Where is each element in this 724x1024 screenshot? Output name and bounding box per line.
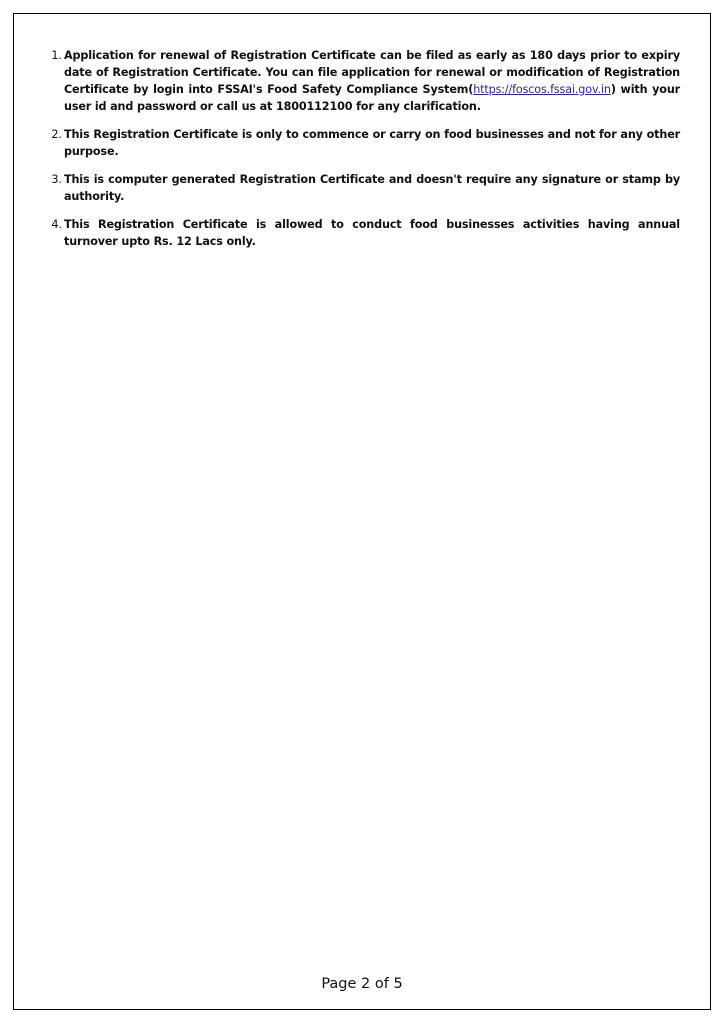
condition-number: 3.	[51, 173, 62, 186]
condition-text: This is computer generated Registration Certificate and doesn't require any signature or stamp by authority.	[64, 173, 680, 203]
conditions-list	[44, 47, 680, 261]
condition-number: 4.	[51, 218, 62, 231]
condition-text	[64, 47, 680, 115]
condition-item-3	[44, 171, 680, 205]
condition-number: 1.	[51, 49, 62, 62]
page-number: Page 2 of 5	[321, 976, 403, 992]
condition-number: 2.	[51, 128, 62, 141]
condition-item-2	[44, 126, 680, 160]
condition-text: This Registration Certificate is only to commence or carry on food businesses and not for any other purpose.	[64, 128, 680, 158]
condition-item-4	[44, 216, 680, 250]
foscos-link[interactable]: https://foscos.fssai.gov.in	[473, 83, 611, 96]
condition-text: This Registration Certificate is allowed to conduct food businesses activities having annual turnover upto Rs. 12 Lacs only.	[64, 218, 680, 248]
condition-text-part: Application for renewal of Registration Certificate can be filed as early as 180 days prior to expiry date of Registration Certificate. You can file application for renewal or modification of Registration Certificate by login into FSSAI's Food Safety Compliance System(	[64, 49, 680, 96]
condition-text-part: ) with your user id and password or call us at 1800112100 for any clarification.	[64, 83, 680, 113]
condition-item-1	[44, 47, 680, 115]
